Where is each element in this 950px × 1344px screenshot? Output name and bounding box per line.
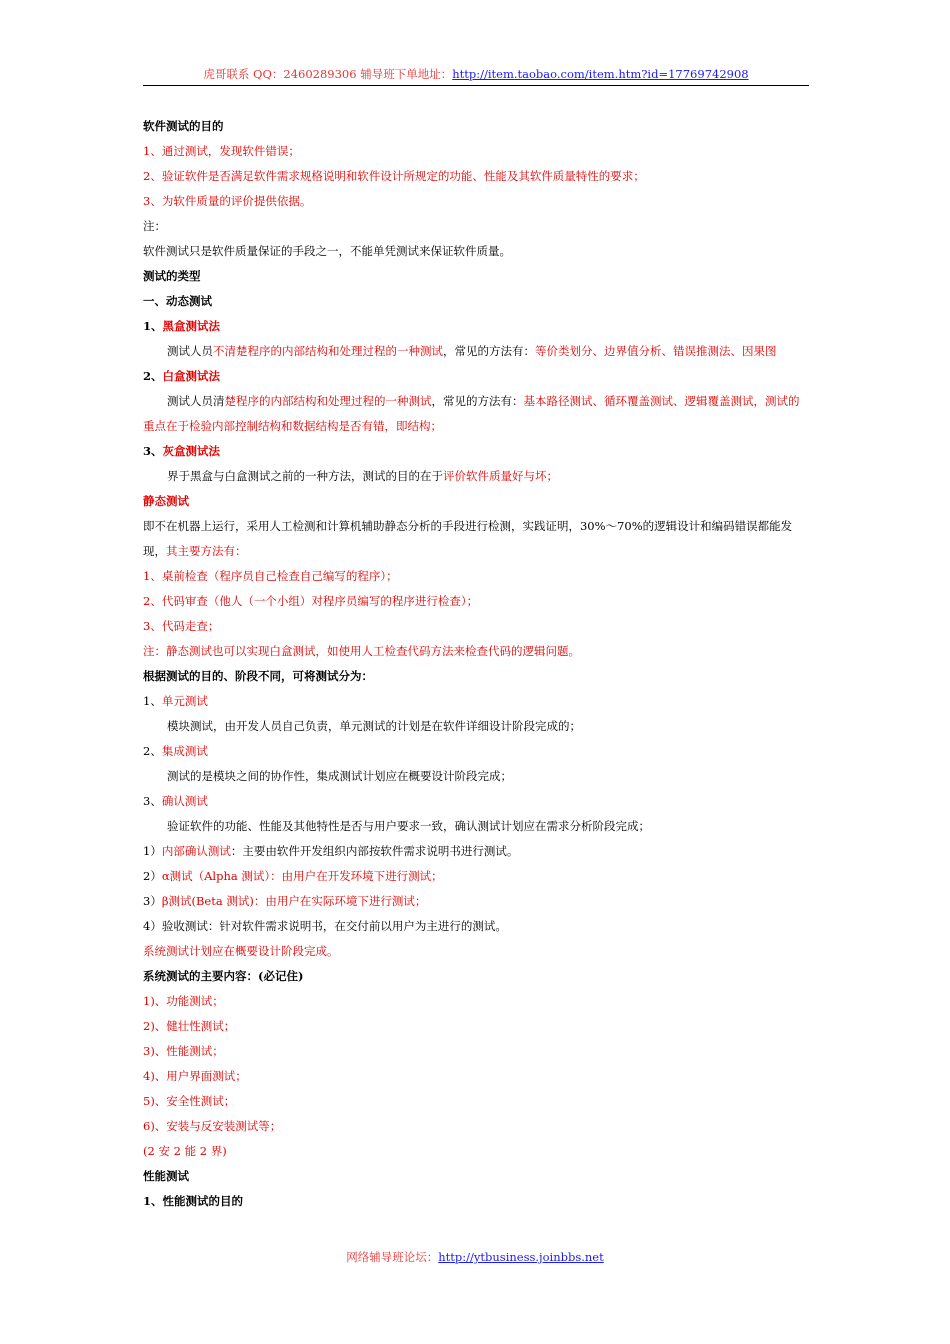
heading: 软件测试的目的 [143,119,224,133]
text-red: 评价软件质量好与坏； [443,469,558,483]
term: 黑盒测试法 [162,319,221,333]
number: 1、 [143,319,163,333]
paragraph: 系统测试计划应在概要设计阶段完成。 [143,944,339,958]
paragraph: 验证软件的功能、性能及其他特性是否与用户要求一致，确认测试计划应在需求分析阶段完成； [167,819,650,833]
list-item [143,839,809,864]
subheading [143,789,809,814]
subheading [143,314,809,339]
list-item: 1)、功能测试； [143,994,224,1008]
list-item: 3)、性能测试； [143,1044,224,1058]
header-link[interactable]: http://item.taobao.com/item.htm?id=17769742908 [452,67,749,81]
paragraph [143,389,809,439]
text-red: 其主要方法有： [166,544,247,558]
list-item: 2、代码审查（他人（一个小组）对程序员编写的程序进行检查）； [143,594,479,608]
text: ：主要由软件开发组织内部按软件需求说明书进行测试。 [230,844,519,858]
list-item: 2、验证软件是否满足软件需求规格说明和软件设计所规定的功能、性能及其软件质量特性的要求； [143,169,645,183]
number: 3） [143,894,162,908]
term: 内部确认测试 [161,844,231,858]
heading: 根据测试的目的、阶段不同，可将测试分为： [143,669,373,683]
text: 测试人员清 [167,394,225,408]
paragraph: 测试的是模块之间的协作性，集成测试计划应在概要设计阶段完成； [167,769,512,783]
subheading: 1、性能测试的目的 [143,1194,244,1208]
list-item: 6)、安装与反安装测试等； [143,1119,282,1133]
text-red: 基本路径测试、循环覆盖测试、逻辑覆盖测试，测试的重点在于检验内部控制结构和数据结构是否有错，即结构； [143,394,800,433]
footer-link[interactable]: http://ytbusiness.joinbbs.net [438,1250,604,1264]
mnemonic: (2 安 2 能 2 界) [143,1144,227,1158]
note: 注：静态测试也可以实现白盒测试，如使用人工检查代码方法来检查代码的逻辑问题。 [143,644,580,658]
subheading [143,364,809,389]
footer-text: 网络辅导班论坛： [346,1250,439,1264]
text-red: α测试（Alpha 测试）：由用户在开发环境下进行测试； [161,869,443,883]
text: ，常见的方法有： [431,394,524,408]
list-item: 4)、用户界面测试； [143,1069,247,1083]
list-item: 5)、安全性测试； [143,1094,236,1108]
text-red: β测试(Beta 测试)：由用户在实际环境下进行测试； [161,894,427,908]
list-item: 4）验收测试：针对软件需求说明书，在交付前以用户为主进行的测试。 [143,919,507,933]
text: 界于黑盒与白盒测试之前的一种方法，测试的目的在于 [167,469,443,483]
term: 确认测试 [161,794,208,808]
list-item: 2)、健壮性测试； [143,1019,236,1033]
paragraph [143,339,809,364]
number: 2） [143,869,162,883]
term: 单元测试 [161,694,208,708]
number: 3、 [143,794,162,808]
list-item: 3、为软件质量的评价提供依据。 [143,194,312,208]
list-item: 1、通过测试，发现软件错误； [143,144,300,158]
term: 白盒测试法 [162,369,221,383]
number: 1、 [143,694,162,708]
number: 2、 [143,369,163,383]
paragraph [143,464,809,489]
subheading: 一、动态测试 [143,294,212,308]
list-item [143,889,809,914]
number: 1） [143,844,162,858]
list-item: 1、桌前检查（程序员自己检查自己编写的程序）； [143,569,398,583]
text-red: 楚程序的内部结构和处理过程的一种测试 [224,394,432,408]
text: 即不在机器上运行，采用人工检测和计算机辅助静态分析的手段进行检测，实践证明，30%～70%的逻辑设计和编码错误都能发现， [143,519,793,558]
heading: 测试的类型 [143,269,201,283]
text: ，常见的方法有： [443,344,535,358]
page-footer [0,1249,950,1265]
note-label: 注： [143,219,166,233]
term: 集成测试 [161,744,208,758]
heading: 静态测试 [143,494,189,508]
text: 测试人员 [167,344,213,358]
term: 灰盒测试法 [162,444,221,458]
header-text: 虎哥联系 QQ：2460289306 辅导班下单地址： [203,67,453,81]
heading: 性能测试 [143,1169,189,1183]
subheading [143,689,809,714]
list-item [143,864,809,889]
text-red: 等价类划分、边界值分析、错误推测法、因果图 [535,344,777,358]
text-red: 不清楚程序的内部结构和处理过程的一种测试 [213,344,443,358]
heading: 系统测试的主要内容：(必记住) [143,969,304,983]
subheading [143,739,809,764]
document-body [143,114,809,1214]
number: 2、 [143,744,162,758]
number: 3、 [143,444,163,458]
page-header [143,66,809,86]
paragraph: 软件测试只是软件质量保证的手段之一，不能单凭测试来保证软件质量。 [143,244,511,258]
subheading [143,439,809,464]
paragraph [143,514,809,564]
paragraph: 模块测试，由开发人员自己负责，单元测试的计划是在软件详细设计阶段完成的； [167,719,581,733]
list-item: 3、代码走查； [143,619,220,633]
